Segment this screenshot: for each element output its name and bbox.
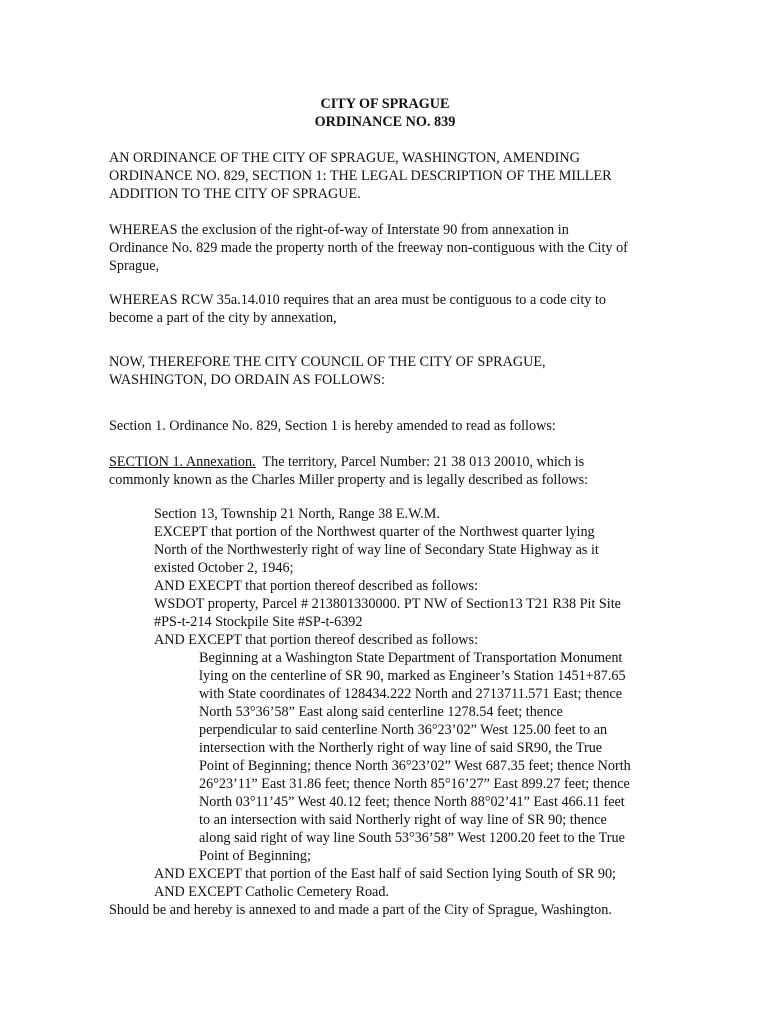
legal-line: EXCEPT that portion of the Northwest quarter of the Northwest quarter lying [154,524,595,540]
bounds-line: with State coordinates of 128434.222 North and 2713711.571 East; thence [199,686,623,702]
intro-line: AN ORDINANCE OF THE CITY OF SPRAGUE, WASHINGTON, AMENDING [109,150,580,166]
intro-line: ORDINANCE NO. 829, SECTION 1: THE LEGAL DESCRIPTION OF THE MILLER [109,168,612,184]
legal-line: AND EXCEPT that portion thereof described as follows: [154,632,479,648]
ordinance-number: ORDINANCE NO. 839 [314,114,456,130]
bounds-line: 26°23’11” East 31.86 feet; thence North 85°16’27” East 899.27 feet; thence [199,776,630,792]
exception-line: AND EXCEPT Catholic Cemetery Road. [154,884,389,900]
section-intro-line: Section 1. Ordinance No. 829, Section 1 is hereby amended to read as follows: [109,418,556,434]
section-1-heading: SECTION 1. Annexation. [109,454,256,470]
legal-line: AND EXECPT that portion thereof described as follows: [154,578,479,594]
section-1-line: commonly known as the Charles Miller property and is legally described as follows: [109,472,589,488]
legal-exceptions [154,865,674,901]
whereas-paragraph-2 [109,291,669,327]
city-title: CITY OF SPRAGUE [320,96,450,112]
exception-line: AND EXCEPT that portion of the East half of said Section lying South of SR 90; [154,866,616,882]
whereas-line: become a part of the city by annexation, [109,310,337,326]
metes-and-bounds [199,649,669,865]
bounds-line: North 53°36’58” East along said centerline 1278.54 feet; thence [199,704,563,720]
bounds-line: intersection with the Northerly right of way line of said SR90, the True [199,740,603,756]
bounds-line: lying on the centerline of SR 90, marked as Engineer’s Station 1451+87.65 [199,668,626,684]
bounds-line: to an intersection with said Northerly right of way line of SR 90; thence [199,812,607,828]
whereas-line: Sprague, [109,258,160,274]
section-intro [109,417,669,435]
legal-line: existed October 2, 1946; [154,560,294,576]
therefore-line: NOW, THEREFORE THE CITY COUNCIL OF THE CITY OF SPRAGUE, [109,354,546,370]
bounds-line: North 03°11’45” West 40.12 feet; thence North 88°02’41” East 466.11 feet [199,794,625,810]
whereas-line: Ordinance No. 829 made the property north of the freeway non-contiguous with the City of [109,240,628,256]
bounds-line: Point of Beginning; [199,848,311,864]
section-1-text: The territory, Parcel Number: 21 38 013 20010, which is [255,454,585,470]
bounds-line: Point of Beginning; thence North 36°23’02” West 687.35 feet; thence North [199,758,631,774]
legal-line: #PS-t-214 Stockpile Site #SP-t-6392 [154,614,363,630]
legal-line: Section 13, Township 21 North, Range 38 E.W.M. [154,506,440,522]
bounds-line: along said right of way line South 53°36’58” West 1200.20 feet to the True [199,830,625,846]
legal-description [154,505,674,649]
whereas-line: WHEREAS the exclusion of the right-of-way of Interstate 90 from annexation in [109,222,569,238]
section-1-paragraph [109,453,669,489]
bounds-line: perpendicular to said centerline North 36°23’02” West 125.00 feet to an [199,722,608,738]
bounds-line: Beginning at a Washington State Department of Transportation Monument [199,650,623,666]
whereas-line: WHEREAS RCW 35a.14.010 requires that an area must be contiguous to a code city to [109,292,606,308]
section-1-line [109,453,669,471]
therefore-paragraph [109,353,669,389]
therefore-line: WASHINGTON, DO ORDAIN AS FOLLOWS: [109,372,386,388]
intro-line: ADDITION TO THE CITY OF SPRAGUE. [109,186,361,202]
legal-line: North of the Northwesterly right of way line of Secondary State Highway as it [154,542,599,558]
closing-statement: Should be and hereby is annexed to and made a part of the City of Sprague, Washington. [109,902,612,918]
whereas-paragraph-1 [109,221,669,275]
intro-paragraph [109,149,669,203]
legal-line: WSDOT property, Parcel # 213801330000. PT NW of Section13 T21 R38 Pit Site [154,596,621,612]
